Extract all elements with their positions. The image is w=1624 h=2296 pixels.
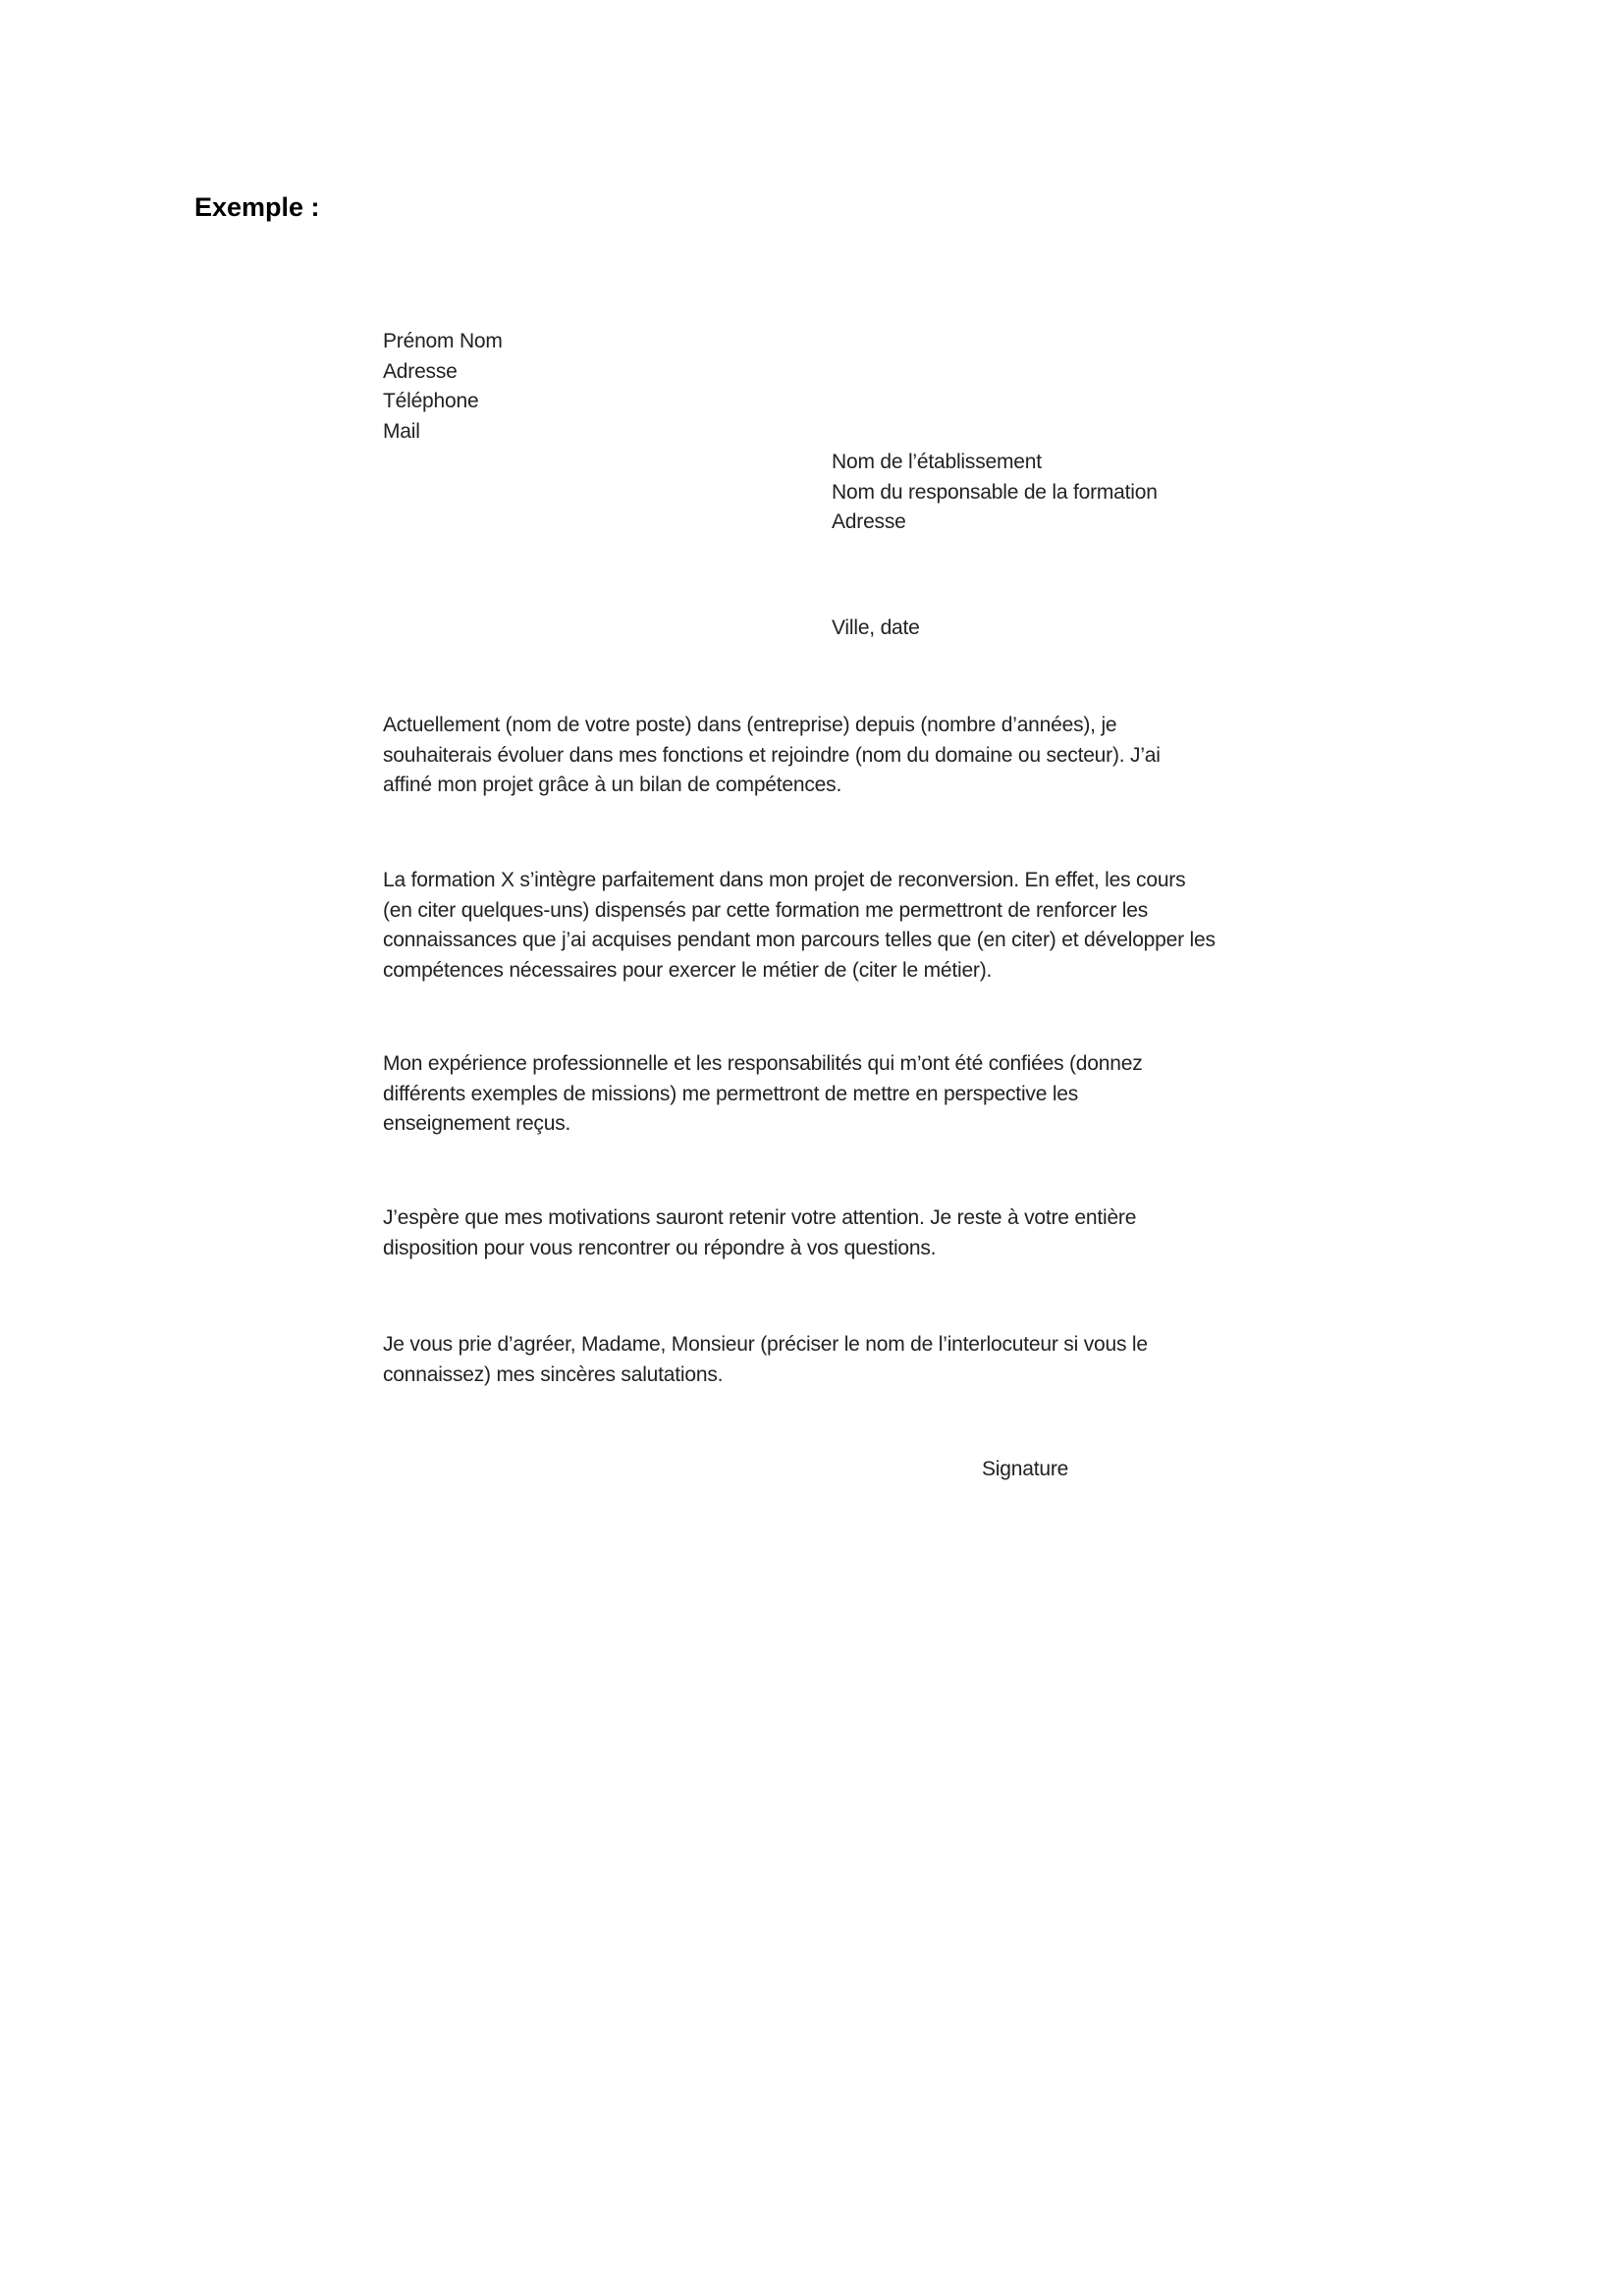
- page-heading: Exemple :: [194, 192, 320, 222]
- sender-name: Prénom Nom: [383, 330, 503, 352]
- paragraph-training: [383, 866, 1267, 986]
- paragraph-line: affiné mon projet grâce à un bilan de compétences.: [383, 774, 842, 796]
- paragraph-experience: [383, 1049, 1267, 1140]
- paragraph-line: J’espère que mes motivations sauront retenir votre attention. Je reste à votre entière: [383, 1206, 1137, 1229]
- paragraph-line: enseignement reçus.: [383, 1112, 571, 1135]
- paragraph-line: souhaiterais évoluer dans mes fonctions et rejoindre (nom du domaine ou secteur). J’ai: [383, 743, 1161, 767]
- paragraph-line: Actuellement (nom de votre poste) dans (entreprise) depuis (nombre d’années), je: [383, 714, 1117, 736]
- recipient-manager: Nom du responsable de la formation: [832, 480, 1158, 504]
- paragraph-line: connaissez) mes sincères salutations.: [383, 1362, 724, 1386]
- place-date: Ville, date: [832, 616, 920, 639]
- recipient-address: Adresse: [832, 510, 906, 533]
- recipient-block: [832, 448, 1158, 538]
- signature-label: Signature: [982, 1458, 1069, 1480]
- paragraph-line: La formation X s’intègre parfaitement dans mon projet de reconversion. En effet, les cours: [383, 869, 1186, 891]
- sender-block: [383, 327, 503, 447]
- paragraph-line: connaissances que j’ai acquises pendant mon parcours telles que (en citer) et développer les: [383, 929, 1216, 951]
- sender-phone: Téléphone: [383, 390, 479, 412]
- sender-address: Adresse: [383, 359, 458, 383]
- paragraph-line: compétences nécessaires pour exercer le métier de (citer le métier).: [383, 958, 993, 982]
- paragraph-line: (en citer quelques-uns) dispensés par cette formation me permettront de renforcer les: [383, 898, 1149, 922]
- paragraph-current-position: [383, 711, 1267, 801]
- paragraph-line: différents exemples de missions) me permettront de mettre en perspective les: [383, 1082, 1079, 1105]
- paragraph-line: Je vous prie d’agréer, Madame, Monsieur (préciser le nom de l’interlocuteur si vous le: [383, 1333, 1148, 1356]
- recipient-institution: Nom de l’établissement: [832, 451, 1042, 473]
- paragraph-line: Mon expérience professionnelle et les responsabilités qui m’ont été confiées (donnez: [383, 1052, 1143, 1075]
- paragraph-motivation: [383, 1203, 1267, 1263]
- paragraph-closing: [383, 1330, 1267, 1390]
- paragraph-line: disposition pour vous rencontrer ou répondre à vos questions.: [383, 1236, 937, 1259]
- sender-mail: Mail: [383, 419, 420, 443]
